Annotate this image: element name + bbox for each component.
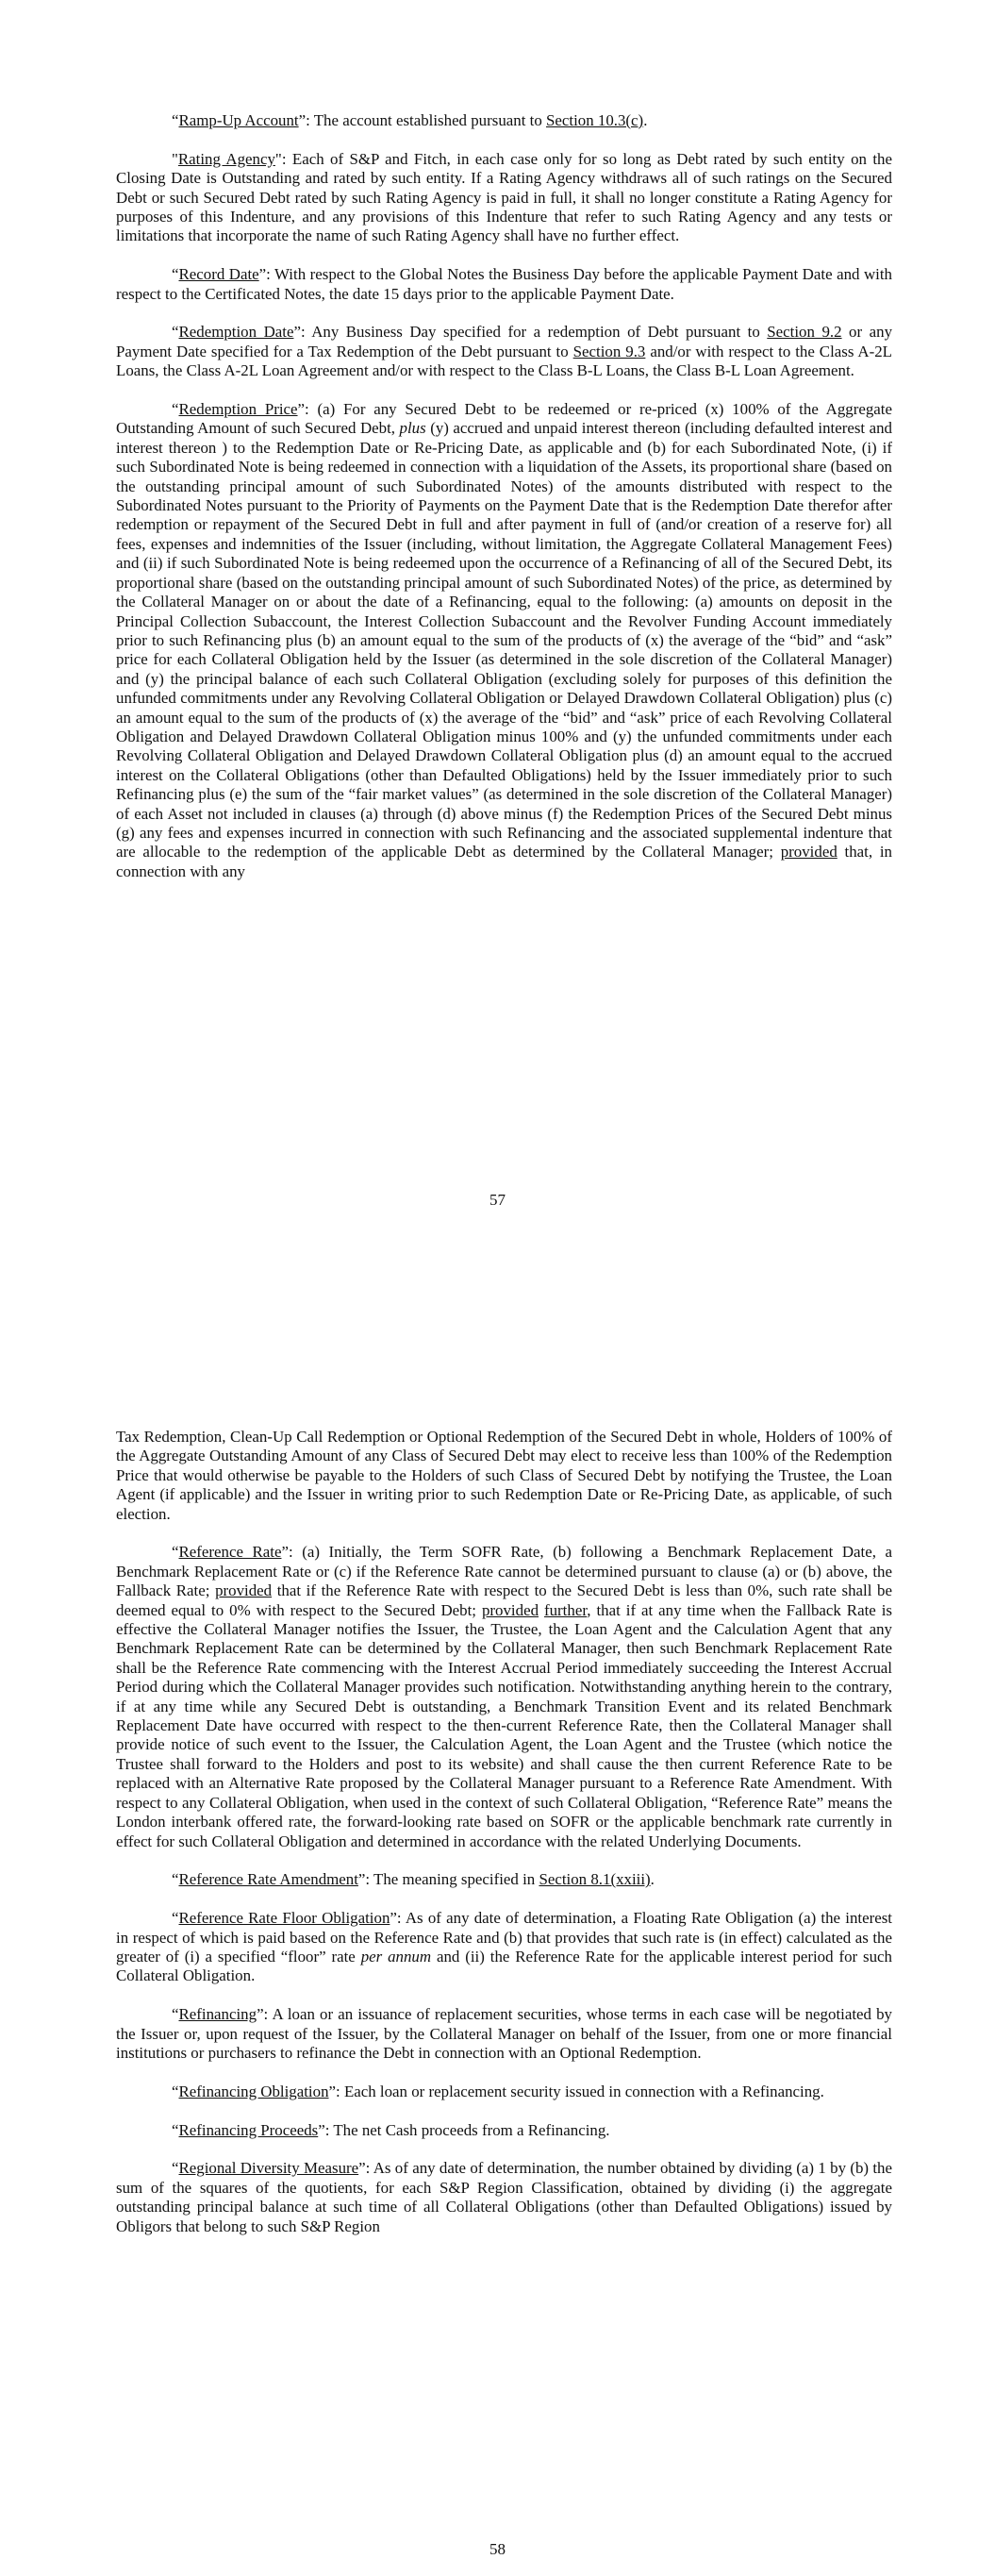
page-57-body	[116, 111, 892, 901]
defined-term: Ramp-Up Account	[178, 111, 299, 129]
definition-refinancing-proceeds: “Refinancing Proceeds”: The net Cash proceeds from a Refinancing.	[172, 2120, 610, 2139]
definition-redemption-date: “Redemption Date”: Any Business Day specified for a redemption of Debt pursuant to Section 9.2 or any Payment Date specified for a Tax Redemption of the Debt pursuant to Section 9.3 and/or with respect to the Class A-2L Loans, the Class A-2L Loan Agreement and/or with respect to the Class B-L Loans, the Class B-L Loan Agreement.	[116, 323, 893, 380]
defined-term: Regional Diversity Measure	[178, 2159, 359, 2178]
definition-reference-rate-floor-obligation: “Reference Rate Floor Obligation”: As of any date of determination, a Floating Rate Obligation (a) the interest in respect of which is paid based on the Reference Rate and (b) that provides that such rate is (in effect) calculated as the greater of (i) a specified “floor” rate per annum and (ii) the Reference Rate for the applicable interest period for such Collateral Obligation.	[116, 1909, 892, 1985]
defined-term: Record Date	[178, 265, 259, 284]
definition-record-date: “Record Date”: With respect to the Global Notes the Business Day before the applicable Payment Date and with respect to the Certificated Notes, the date 15 days prior to the applicable Payment Date.	[116, 265, 892, 303]
page-number: 57	[489, 1191, 506, 1209]
defined-term: Reference Rate	[178, 1543, 282, 1562]
page-58-body	[116, 1428, 892, 2255]
definition-redemption-price: “Redemption Price”: (a) For any Secured Debt to be redeemed or re-priced (x) 100% of the Aggregate Outstanding Amount of such Secured Debt, plus (y) accrued and unpaid interest thereon (including defaulted interest and interest thereon ) to the Redemption Date or Re-Pricing Date, as applicable and (b) for each Subordinated Note, (i) if such Subordinated Note is being redeemed in connection with a liquidation of the Assets, its proportional share (based on the outstanding principal amount of such Subordinated Notes) of the amounts distributed with respect to the Subordinated Notes pursuant to the Priority of Payments on the Payment Date that is the Redemption Date therefor after redemption or repayment of the Secured Debt in full and after payment in full of (and/or creation of a reserve for) all fees, expenses and indemnities of the Issuer (including, without limitation, the Aggregate Collateral Management Fees) and (ii) if such Subordinated Note is being redeemed upon the occurrence of a Refinancing of all of the Secured Debt, its proportional share (based on the outstanding principal amount of such Subordinated Notes) of the price, as determined by the Collateral Manager on or about the date of a Refinancing, equal to the following: (a) amounts on deposit in the Principal Collection Subaccount, the Interest Collection Subaccount and the Revolver Funding Account immediately prior to such Refinancing plus (b) an amount equal to the sum of the products of (x) the average of the “bid” and “ask” price for each Collateral Obligation held by the Issuer (as determined in the sole discretion of the Collateral Manager) and (y) the principal balance of each such Collateral Obligation (excluding solely for purposes of this definition the unfunded commitments under any Revolving Collateral Obligation or Delayed Drawdown Collateral Obligation) plus (c) an amount equal to the sum of the products of (x) the average of the “bid” and “ask” price of each Revolving Collateral Obligation and Delayed Drawdown Collateral Obligation minus 100% and (y) the unfunded commitments under each Revolving Collateral Obligation and Delayed Drawdown Collateral Obligation plus (d) an amount equal to the accrued interest on the Collateral Obligations (other than Defaulted Obligations) held by the Issuer immediately prior to such Refinancing plus (e) the sum of the “fair market values” (as determined in the sole discretion of the Collateral Manager) of each Asset not included in clauses (a) through (d) above minus (f) the Redemption Prices of the Secured Debt minus (g) any fees and expenses incurred in connection with such Refinancing and the associated supplemental indenture that are allocable to the redemption of the applicable Debt as determined by the Collateral Manager; provided that, in connection with any	[116, 400, 893, 880]
section-reference: Section 10.3(c)	[545, 111, 644, 129]
italic-plus: plus	[399, 419, 426, 438]
definition-rating-agency: "Rating Agency": Each of S&P and Fitch, in each case only for so long as Debt rated by such entity on the Closing Date is Outstanding and rated by such entity. If a Rating Agency withdraws all of such ratings on the Secured Debt or such Secured Debt rated by such Rating Agency is paid in full, it shall no longer constitute a Rating Agency for purposes of this Indenture, and any provisions of this Indenture that refer to such Rating Agency and any tests or limitations that incorporate the name of such Rating Agency shall have no further effect.	[116, 149, 892, 245]
provided-word: provided	[780, 843, 837, 861]
defined-term: Reference Rate Floor Obligation	[178, 1909, 390, 1928]
defined-term: Redemption Price	[178, 400, 298, 419]
provided-word: provided	[215, 1581, 273, 1600]
definition-regional-diversity-measure: “Regional Diversity Measure”: As of any date of determination, the number obtained by dividing (a) 1 by (b) the sum of the squares of the quotients, for each S&P Region Classification, obtained by dividing (i) the aggregate outstanding principal balance at such time of all Collateral Obligations (other than Defaulted Obligations) issued by Obligors that belong to such S&P Region	[116, 2159, 892, 2235]
definition-refinancing: “Refinancing”: A loan or an issuance of replacement securities, whose terms in each case will be negotiated by the Issuer or, upon request of the Issuer, by the Collateral Manager on behalf of the Issuer, from one or more financial institutions or purchasers to refinance the Debt in connection with an Optional Redemption.	[116, 2005, 892, 2062]
section-reference: Section 8.1(xxiii)	[539, 1870, 651, 1889]
defined-term: Refinancing Obligation	[178, 2082, 329, 2100]
definition-reference-rate: “Reference Rate”: (a) Initially, the Term SOFR Rate, (b) following a Benchmark Replacement Date, a Benchmark Replacement Rate or (c) if the Reference Rate cannot be determined pursuant to clause (a) or (b) above, the Fallback Rate; provided that if the Reference Rate with respect to the Secured Debt is less than 0%, such rate shall be deemed equal to 0% with respect to the Secured Debt; provided further, that if at any time when the Fallback Rate is effective the Collateral Manager notifies the Issuer, the Trustee, the Loan Agent and the Calculation Agent that any Benchmark Replacement Rate can be determined by the Collateral Manager, then such Benchmark Replacement Rate shall be the Reference Rate commencing with the Interest Accrual Period immediately succeeding the Interest Accrual Period during which the Collateral Manager provides such notification. Notwithstanding anything herein to the contrary, if at any time while any Secured Debt is outstanding, a Benchmark Transition Event and its related Benchmark Replacement Date have occurred with respect to the then-current Reference Rate, then the Collateral Manager shall provide notice of such event to the Issuer, the Calculation Agent, the Loan Agent and the Trustee (which notice the Trustee shall forward to the Holders and post to its website) and shall cause the then current Reference Rate to be replaced with an Alternative Rate proposed by the Collateral Manager pursuant to a Reference Rate Amendment. With respect to any Collateral Obligation, when used in the context of such Collateral Obligation, “Reference Rate” means the London interbank offered rate, the forward-looking rate based on SOFR or the applicable benchmark rate currently in effect for such Collateral Obligation and determined in accordance with the related Underlying Documents.	[116, 1543, 892, 1850]
definition-ramp-up-account: “Ramp-Up Account”: The account established pursuant to Section 10.3(c).	[172, 111, 648, 129]
defined-term: Reference Rate Amendment	[178, 1870, 358, 1889]
section-reference: Section 9.2	[767, 323, 842, 342]
section-reference: Section 9.3	[572, 342, 646, 360]
defined-term: Redemption Date	[178, 323, 294, 342]
redemption-price-continuation: Tax Redemption, Clean-Up Call Redemption or Optional Redemption of the Secured Debt in whole, Holders of 100% of the Aggregate Outstanding Amount of any Class of Secured Debt may elect to receive less than 100% of the Redemption Price that would otherwise be payable to the Holders of such Class of Secured Debt by notifying the Trustee, the Loan Agent (if applicable) and the Issuer in writing prior to such Redemption Date or Re-Pricing Date, as applicable, of such election.	[116, 1428, 892, 1523]
page-number: 58	[489, 2540, 506, 2558]
page-58	[0, 1288, 995, 2576]
definition-refinancing-obligation: “Refinancing Obligation”: Each loan or replacement security issued in connection with a Refinancing.	[172, 2082, 824, 2100]
italic-per-annum: per annum	[360, 1947, 432, 1965]
defined-term: Refinancing	[178, 2005, 257, 2024]
defined-term: Rating Agency	[177, 149, 275, 168]
definition-reference-rate-amendment: “Reference Rate Amendment”: The meaning specified in Section 8.1(xxiii).	[172, 1870, 655, 1889]
provided-word: provided	[481, 1600, 539, 1619]
defined-term: Refinancing Proceeds	[178, 2120, 319, 2139]
further-word: further	[543, 1600, 588, 1619]
